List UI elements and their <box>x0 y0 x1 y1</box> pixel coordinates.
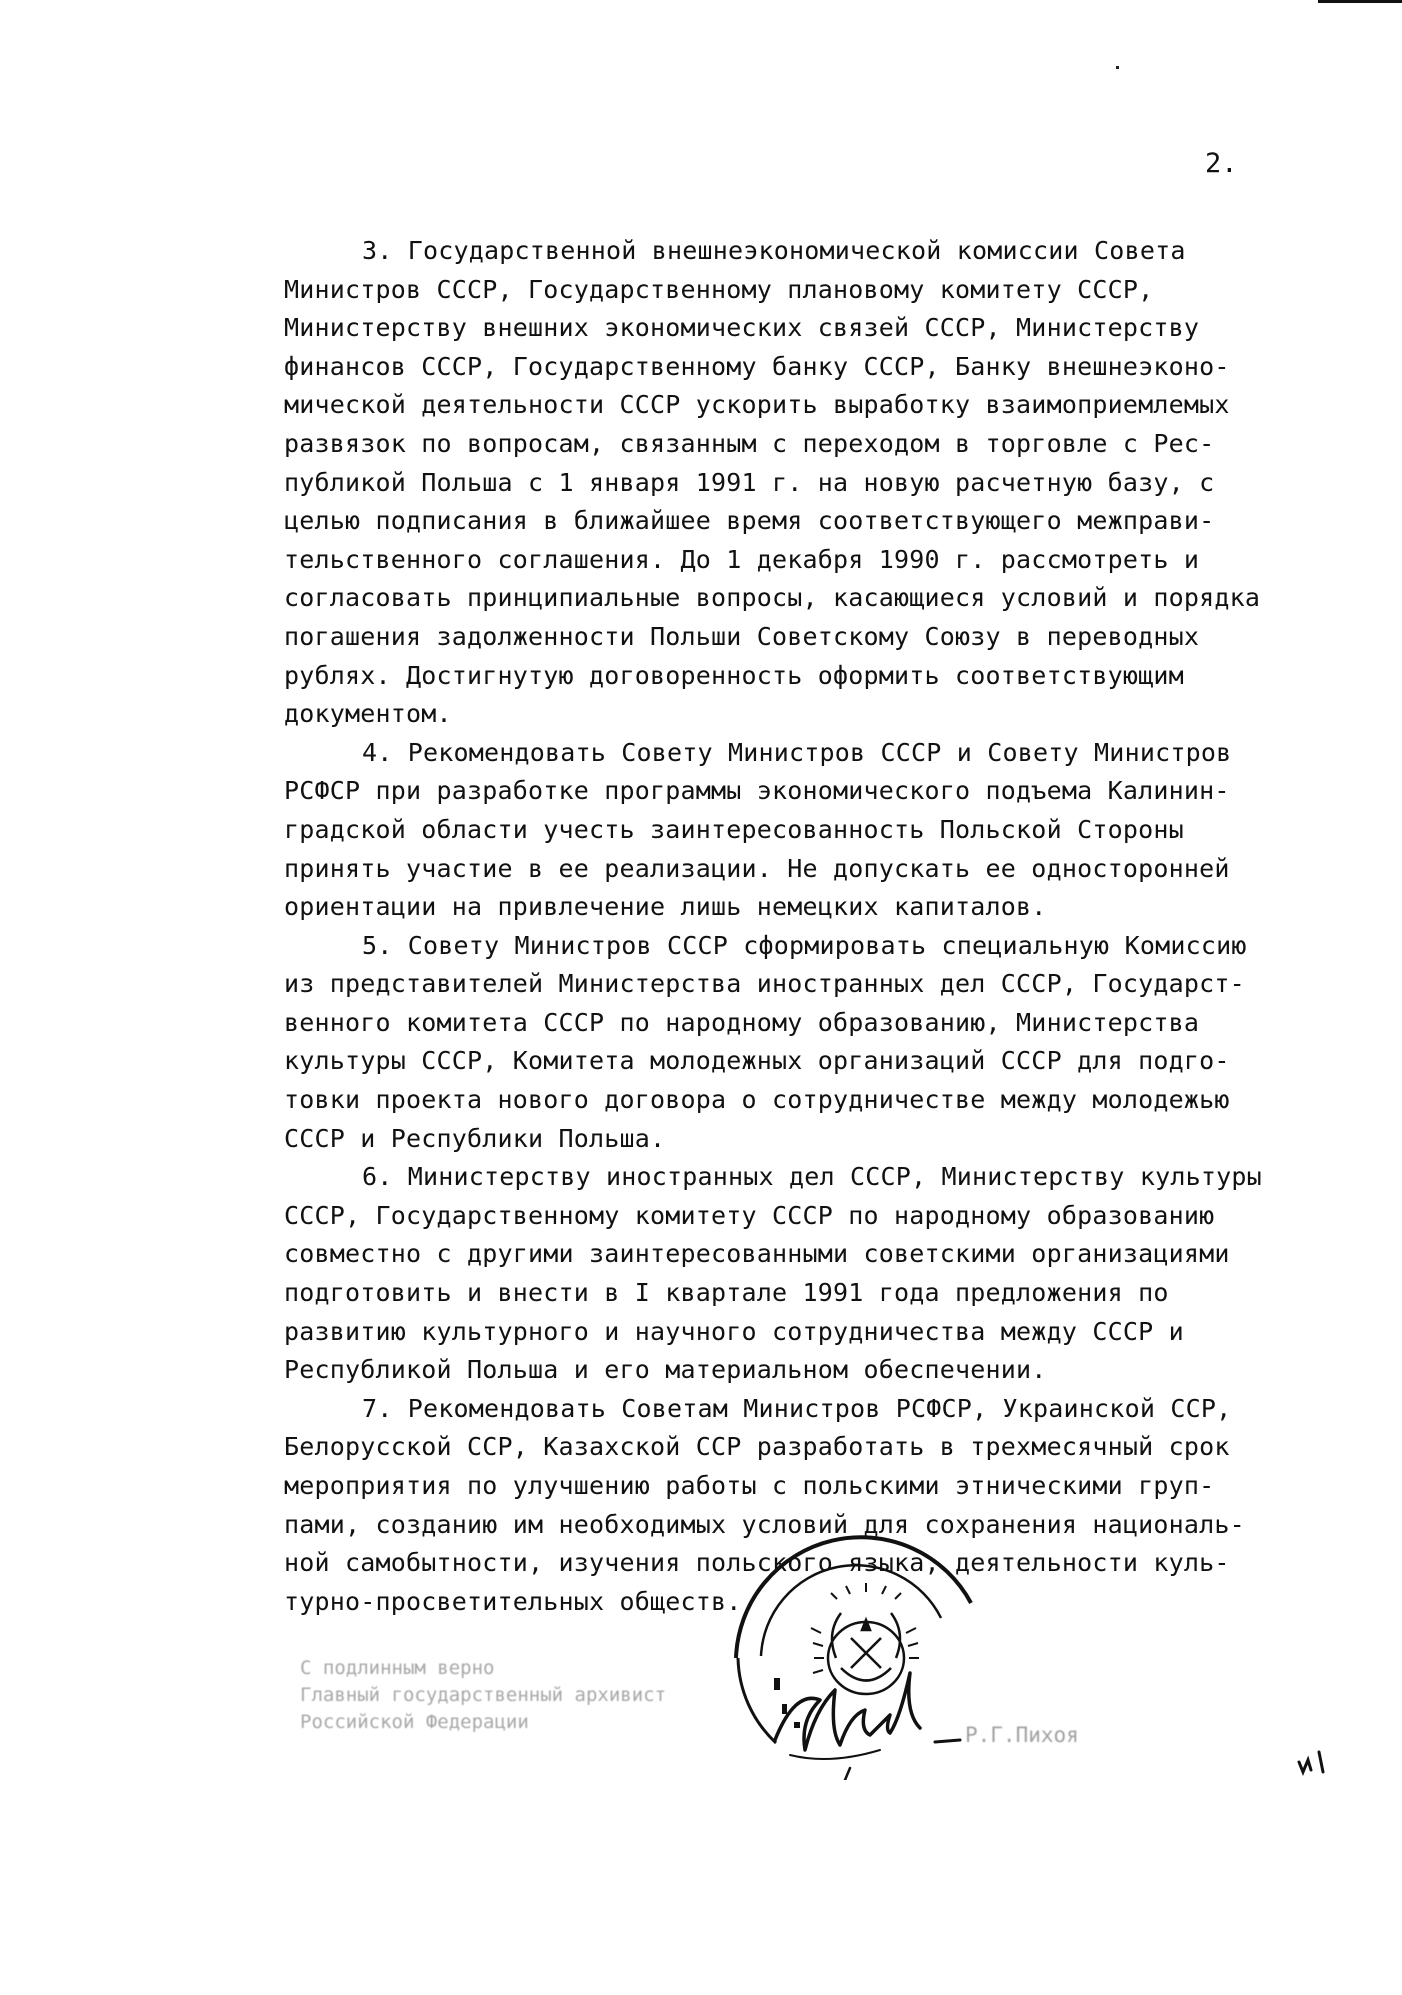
paragraph-5 <box>284 927 1324 1159</box>
paragraph-line: СССР и Республики Польша. <box>284 1123 666 1153</box>
paragraph-line: пами, созданию им необходимых условий для сохранения националь- <box>284 1509 1245 1539</box>
certification-line: Главный государственный архивист <box>300 1684 667 1706</box>
paragraph-line: погашения задолженности Польши Советскому Союзу в переводных <box>284 621 1200 651</box>
paragraph-line: согласовать принципиальные вопросы, касающиеся условий и порядка <box>284 583 1261 613</box>
certification-line: Российской Федерации <box>300 1711 529 1733</box>
paragraph-line: Министерству внешних экономических связей СССР, Министерству <box>284 313 1200 343</box>
paragraph-line: 5. Совету Министров СССР сформировать специальную Комиссию <box>362 930 1247 960</box>
paragraph-line: документом. <box>284 699 452 729</box>
page-number: 2. <box>1205 148 1238 179</box>
paragraph-line: 3. Государственной внешнеэкономической комиссии Совета <box>362 236 1186 265</box>
paragraph-line: турно-просветительных обществ. <box>284 1586 742 1616</box>
paragraph-3 <box>284 232 1324 734</box>
paragraph-line: финансов СССР, Государственному банку СССР, Банку внешнеэконо- <box>284 351 1230 381</box>
paragraph-line: градской области учесть заинтересованность Польской Стороны <box>284 814 1184 844</box>
paragraph-line: рублях. Достигнутую договоренность оформить соответствующим <box>284 660 1184 690</box>
paragraph-line: культуры СССР, Комитета молодежных организаций СССР для подго- <box>284 1046 1230 1076</box>
paragraph-line: ориентации на привлечение лишь немецких капиталов. <box>284 892 1047 922</box>
paragraph-line: публикой Польша с 1 января 1991 г. на новую расчетную базу, с <box>284 467 1215 497</box>
paragraph-line: принять участие в ее реализации. Не допускать ее односторонней <box>284 853 1230 883</box>
paragraph-line: 7. Рекомендовать Советам Министров РСФСР, Украинской ССР, <box>362 1393 1232 1423</box>
paragraph-line: венного комитета СССР по народному образованию, Министерства <box>284 1007 1200 1037</box>
certification-stamp <box>300 1655 667 1736</box>
paragraph-line: товки проекта нового договора о сотрудничестве между молодежью <box>284 1085 1230 1115</box>
paragraph-line: Республикой Польша и его материальном обеспечении. <box>284 1355 1047 1385</box>
scan-edge-mark <box>1318 0 1402 3</box>
paragraph-line: совместно с другими заинтересованными советскими организациями <box>284 1239 1230 1269</box>
paragraph-line: СССР, Государственному комитету СССР по народному образованию <box>284 1200 1215 1230</box>
paragraph-line: Министров СССР, Государственному плановому комитету СССР, <box>284 274 1154 304</box>
paragraph-line: мической деятельности СССР ускорить выработку взаимоприемлемых <box>284 390 1230 420</box>
document-body <box>284 232 1324 1621</box>
paragraph-6 <box>284 1158 1324 1390</box>
paragraph-line: мероприятия по улучшению работы с польскими этническими груп- <box>284 1471 1215 1500</box>
paragraph-line: подготовить и внести в I квартале 1991 года предложения по <box>284 1278 1169 1308</box>
paragraph-line: тельственного соглашения. До 1 декабря 1990 г. рассмотреть и <box>284 544 1200 574</box>
paragraph-line: 6. Министерству иностранных дел СССР, Министерству культуры <box>362 1162 1262 1192</box>
handwritten-mark-icon <box>1295 1748 1335 1778</box>
paragraph-line: целью подписания в ближайшее время соответствующего межправи- <box>284 506 1215 536</box>
paragraph-line: развитию культурного и научного сотрудничества между СССР и <box>284 1316 1184 1346</box>
paragraph-line: Белорусской ССР, Казахской ССР разработать в трехмесячный срок <box>284 1432 1230 1462</box>
paragraph-line: РСФСР при разработке программы экономического подъема Калинин- <box>284 776 1230 806</box>
paragraph-line: 4. Рекомендовать Совету Министров СССР и Совету Министров <box>362 737 1232 767</box>
signer-name: Р.Г.Пихоя <box>965 1723 1079 1747</box>
signature-icon <box>760 1670 970 1780</box>
certification-line: С подлинным верно <box>300 1657 495 1679</box>
paragraph-line: развязок по вопросам, связанным с переходом в торговле с Рес- <box>284 428 1215 458</box>
scan-speck <box>1116 66 1119 69</box>
paragraph-line: ной самобытности, изучения польского языка, деятельности куль- <box>284 1548 1230 1578</box>
paragraph-4 <box>284 734 1324 927</box>
paragraph-line: из представителей Министерства иностранных дел СССР, Государст- <box>284 969 1245 999</box>
